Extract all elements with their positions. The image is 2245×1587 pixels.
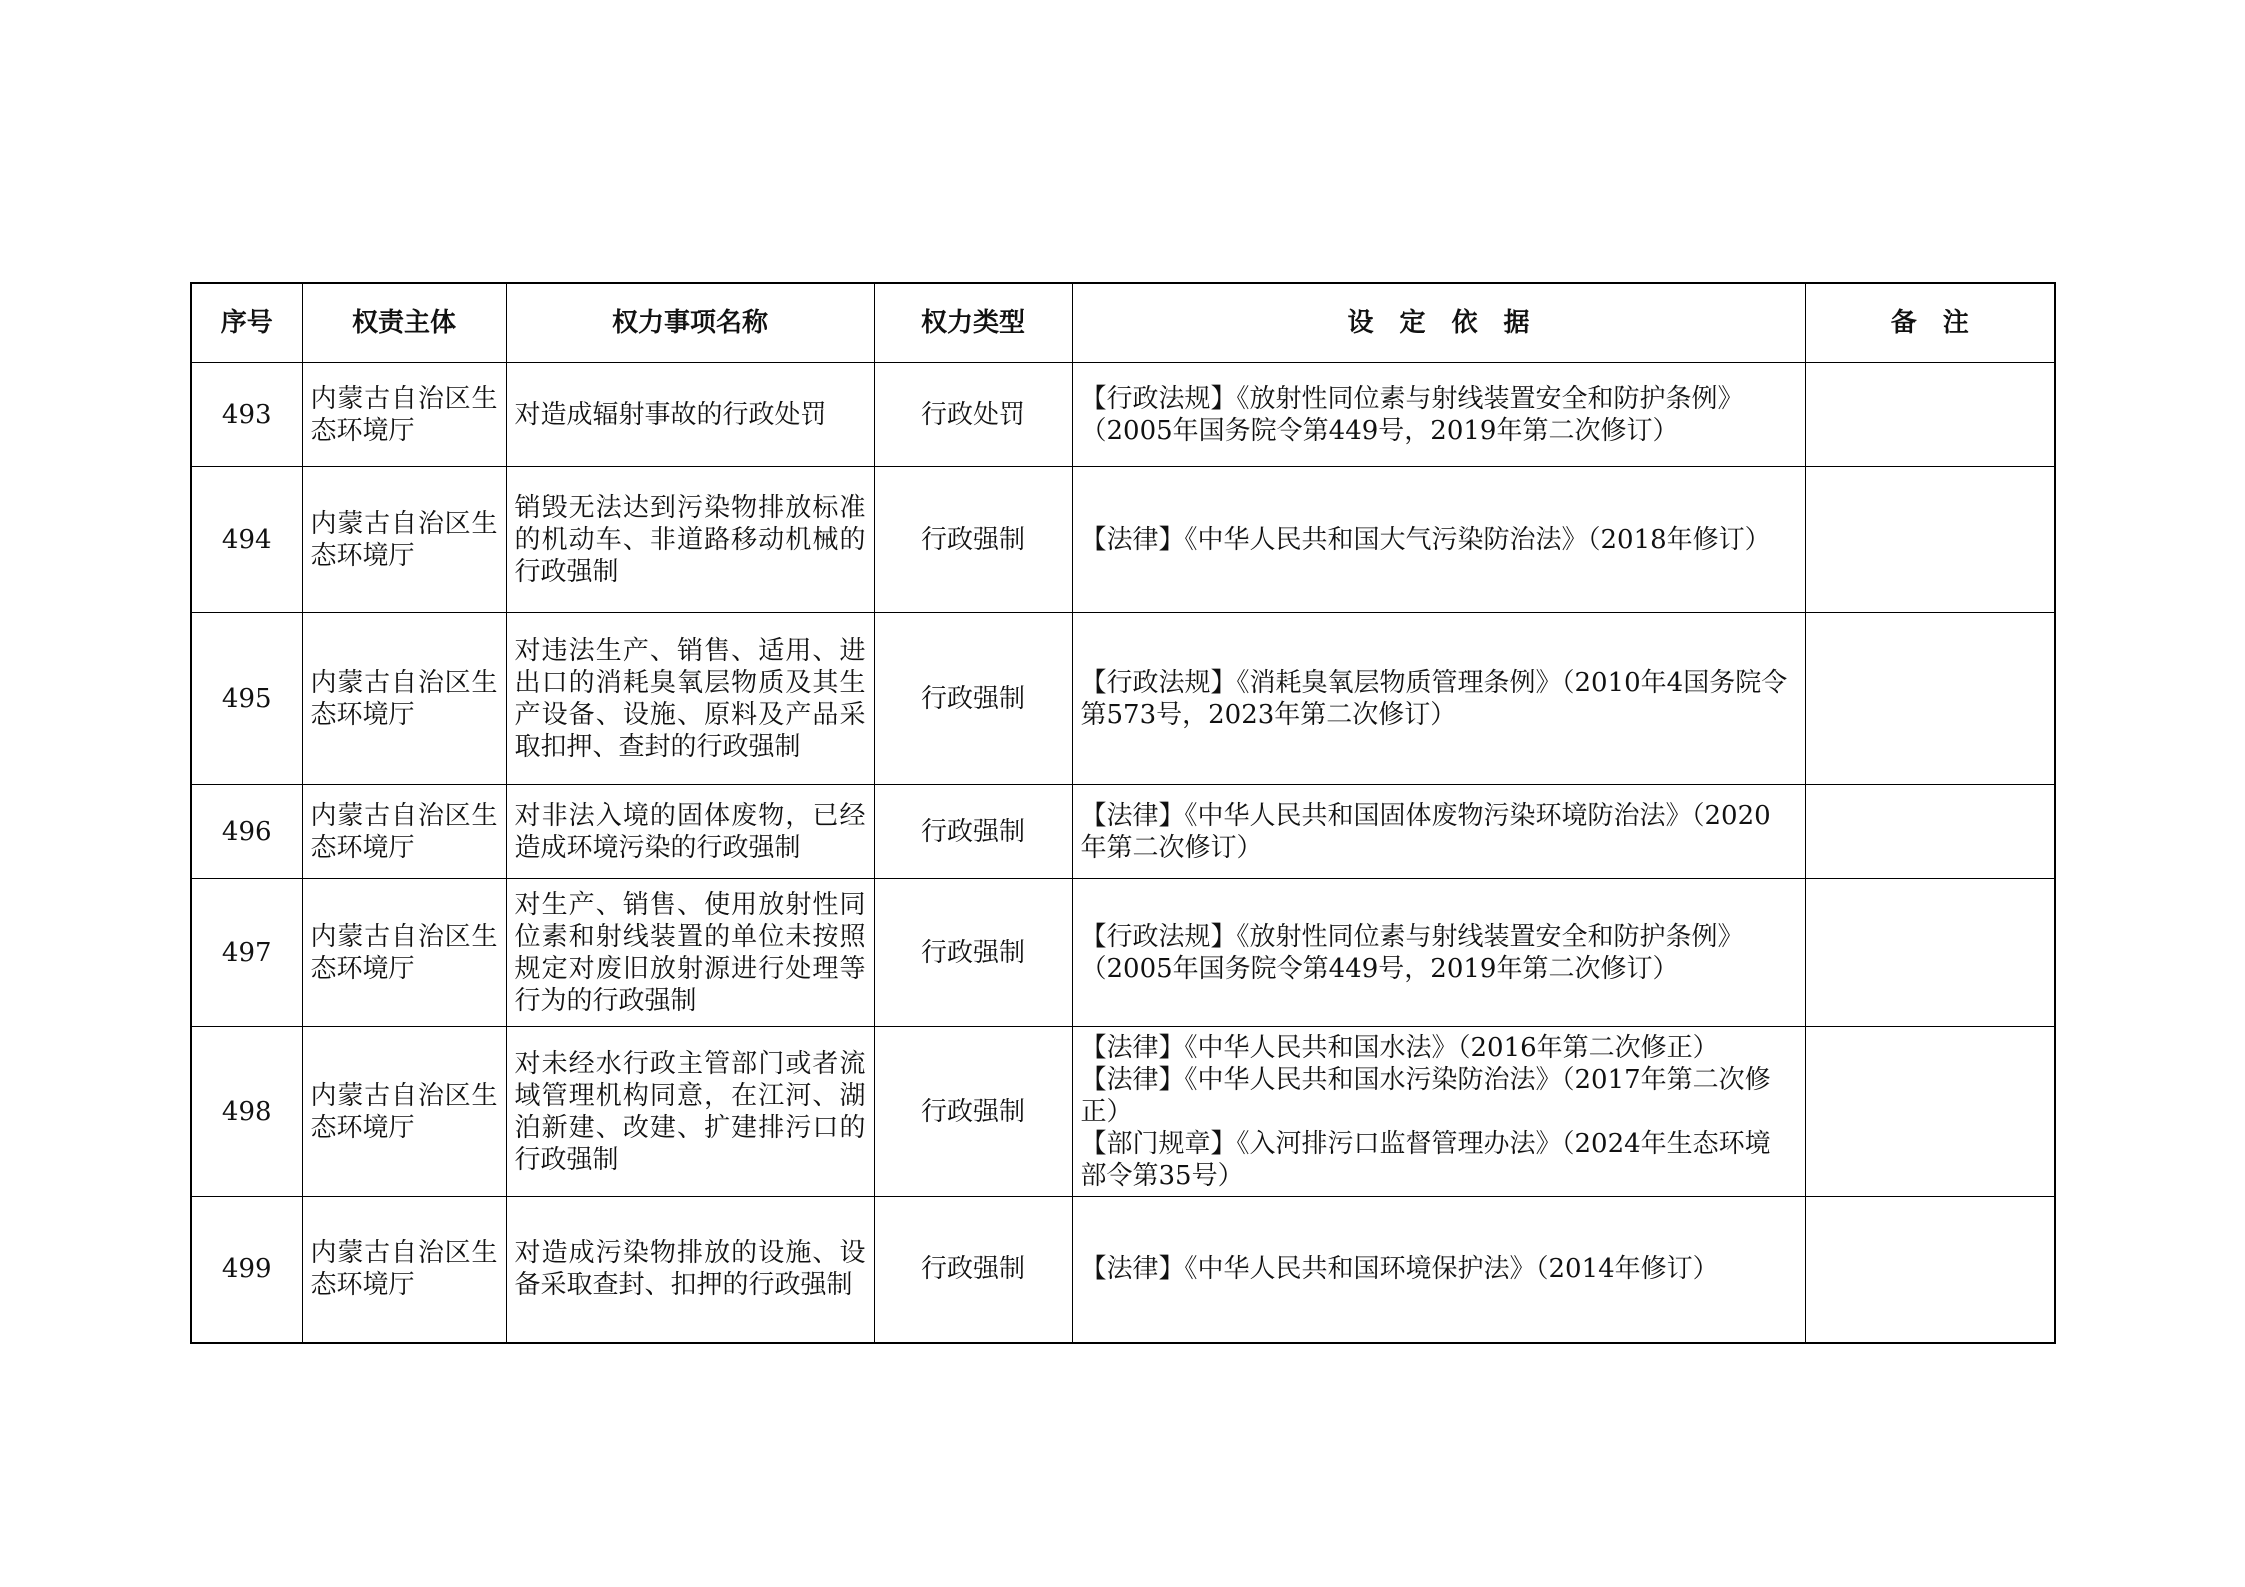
basis-line: 【法律】《中华人民共和国水污染防治法》（2017年第二次修正） <box>1080 1064 1771 1127</box>
cell-item-name: 对造成辐射事故的行政处罚 <box>506 363 874 467</box>
table-row <box>191 1027 2055 1197</box>
cell-power-type: 行政强制 <box>874 1197 1072 1343</box>
cell-basis <box>1072 785 1805 879</box>
cell-seq: 496 <box>191 785 302 879</box>
table-row <box>191 613 2055 785</box>
cell-subject: 内蒙古自治区生态环境厅 <box>302 1027 506 1197</box>
header-power-type: 权力类型 <box>874 283 1072 363</box>
table-row <box>191 879 2055 1027</box>
header-row <box>191 283 2055 363</box>
table-body <box>191 363 2055 1343</box>
cell-item-name: 对造成污染物排放的设施、设备采取查封、扣押的行政强制 <box>506 1197 874 1343</box>
cell-power-type: 行政强制 <box>874 467 1072 613</box>
cell-power-type: 行政强制 <box>874 879 1072 1027</box>
table-row <box>191 467 2055 613</box>
cell-basis <box>1072 879 1805 1027</box>
cell-seq: 493 <box>191 363 302 467</box>
basis-line: 【法律】《中华人民共和国水法》（2016年第二次修正） <box>1080 1032 1719 1063</box>
cell-subject: 内蒙古自治区生态环境厅 <box>302 1197 506 1343</box>
header-basis: 设 定 依 据 <box>1072 283 1805 363</box>
cell-basis <box>1072 1197 1805 1343</box>
cell-note <box>1805 785 2055 879</box>
basis-line: 【部门规章】《入河排污口监督管理办法》（2024年生态环境部令第35号） <box>1080 1128 1771 1191</box>
cell-seq: 495 <box>191 613 302 785</box>
header-note: 备 注 <box>1805 283 2055 363</box>
basis-line: 【法律】《中华人民共和国大气污染防治法》（2018年修订） <box>1080 524 1771 555</box>
cell-note <box>1805 879 2055 1027</box>
cell-note <box>1805 363 2055 467</box>
header-item-name: 权力事项名称 <box>506 283 874 363</box>
cell-basis <box>1072 363 1805 467</box>
cell-item-name: 销毁无法达到污染物排放标准的机动车、非道路移动机械的行政强制 <box>506 467 874 613</box>
cell-power-type: 行政强制 <box>874 613 1072 785</box>
cell-note <box>1805 1197 2055 1343</box>
cell-item-name: 对生产、销售、使用放射性同位素和射线装置的单位未按照规定对废旧放射源进行处理等行为的行政强制 <box>506 879 874 1027</box>
cell-subject: 内蒙古自治区生态环境厅 <box>302 613 506 785</box>
basis-line: 【行政法规】《放射性同位素与射线装置安全和防护条例》（2005年国务院令第449号，2019年第二次修订） <box>1080 921 1744 984</box>
cell-item-name: 对非法入境的固体废物，已经造成环境污染的行政强制 <box>506 785 874 879</box>
cell-basis <box>1072 467 1805 613</box>
header-subject: 权责主体 <box>302 283 506 363</box>
cell-seq: 499 <box>191 1197 302 1343</box>
cell-basis <box>1072 1027 1805 1197</box>
cell-item-name: 对未经水行政主管部门或者流域管理机构同意，在江河、湖泊新建、改建、扩建排污口的行政强制 <box>506 1027 874 1197</box>
cell-power-type: 行政强制 <box>874 785 1072 879</box>
table-row <box>191 785 2055 879</box>
cell-power-type: 行政强制 <box>874 1027 1072 1197</box>
cell-note <box>1805 613 2055 785</box>
cell-subject: 内蒙古自治区生态环境厅 <box>302 785 506 879</box>
cell-seq: 497 <box>191 879 302 1027</box>
cell-subject: 内蒙古自治区生态环境厅 <box>302 363 506 467</box>
table-row <box>191 363 2055 467</box>
table-row <box>191 1197 2055 1343</box>
cell-item-name: 对违法生产、销售、适用、进出口的消耗臭氧层物质及其生产设备、设施、原料及产品采取扣押、查封的行政强制 <box>506 613 874 785</box>
cell-note <box>1805 467 2055 613</box>
basis-line: 【法律】《中华人民共和国固体废物污染环境防治法》（2020年第二次修订） <box>1080 800 1771 863</box>
cell-seq: 494 <box>191 467 302 613</box>
cell-subject: 内蒙古自治区生态环境厅 <box>302 879 506 1027</box>
cell-basis <box>1072 613 1805 785</box>
cell-power-type: 行政处罚 <box>874 363 1072 467</box>
power-list-table <box>190 282 2056 1344</box>
header-seq: 序号 <box>191 283 302 363</box>
cell-subject: 内蒙古自治区生态环境厅 <box>302 467 506 613</box>
basis-line: 【行政法规】《放射性同位素与射线装置安全和防护条例》（2005年国务院令第449号，2019年第二次修订） <box>1080 383 1744 446</box>
cell-note <box>1805 1027 2055 1197</box>
cell-seq: 498 <box>191 1027 302 1197</box>
basis-line: 【行政法规】《消耗臭氧层物质管理条例》（2010年4国务院令第573号，2023年第二次修订） <box>1080 667 1788 730</box>
basis-line: 【法律】《中华人民共和国环境保护法》（2014年修订） <box>1080 1254 1719 1285</box>
